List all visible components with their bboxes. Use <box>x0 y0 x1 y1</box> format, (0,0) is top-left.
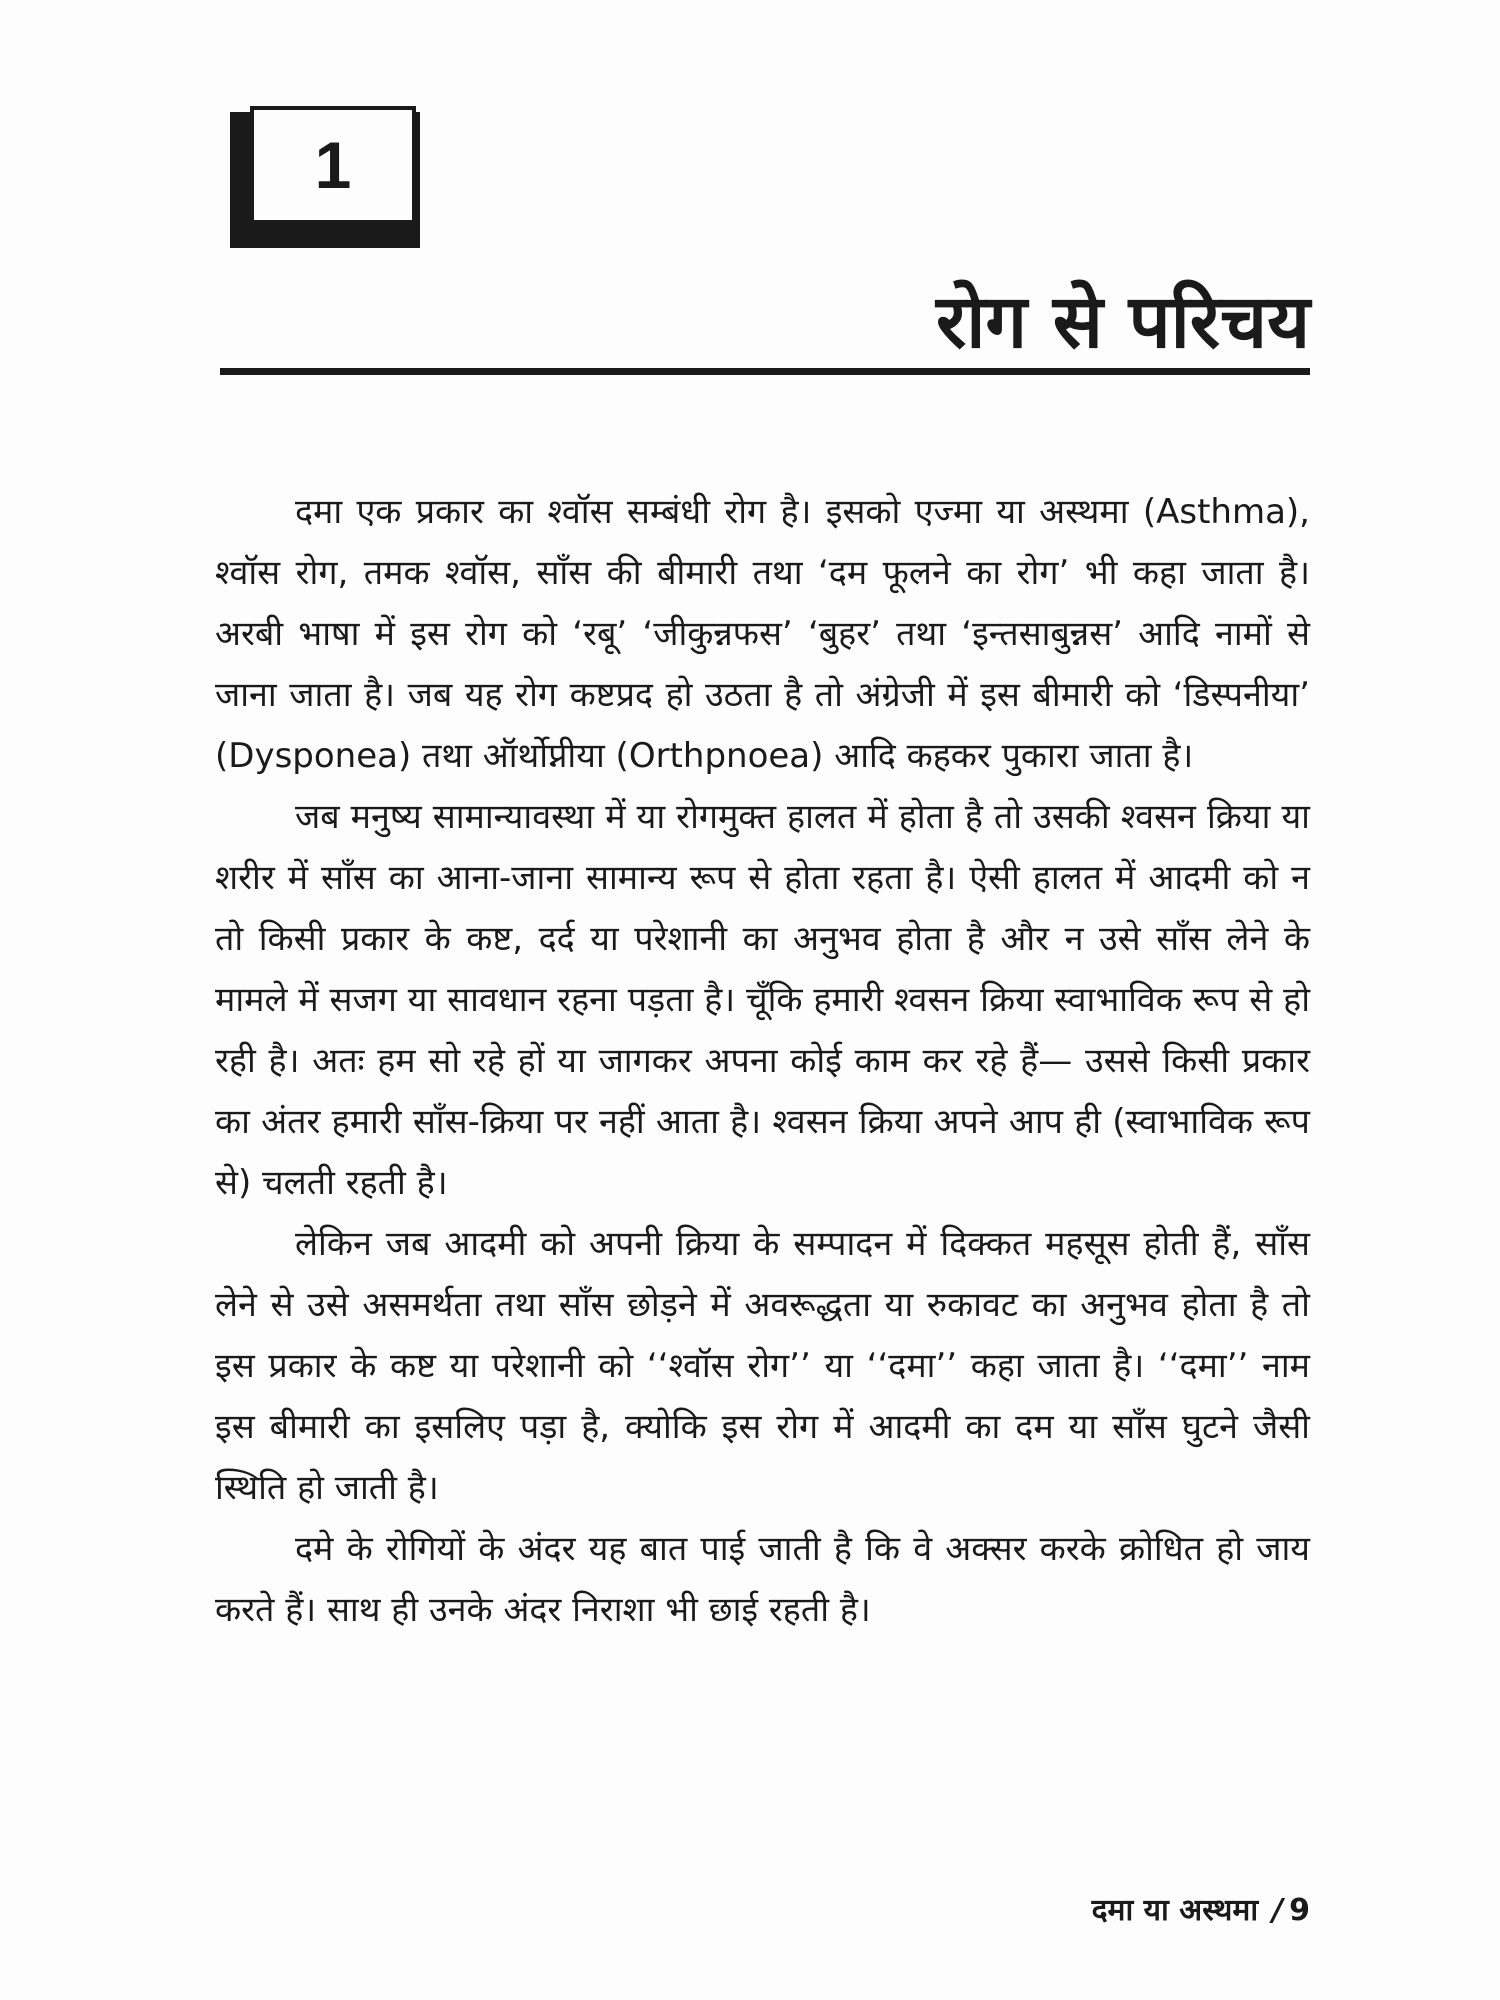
paragraph: दमे के रोगियों के अंदर यह बात पाई जाती है कि वे अक्सर करके क्रोधित हो जाय करते हैं। साथ ही उनके अंदर निराशा भी छाई रहती है। <box>215 1529 1310 1630</box>
body-text <box>215 482 1310 1641</box>
chapter-number-box <box>250 106 416 224</box>
paragraph: जब मनुष्य सामान्यावस्था में या रोगमुक्त हालत में होता है तो उसकी श्वसन क्रिया या शरीर में साँस का आना-जाना सामान्य रूप से होता रहता है। ऐसी हालत में आदमी को न तो किसी प्रकार के कष्ट, दर्द या परेशानी का अनुभव होता है और न उसे साँस लेने के मामले में सजग या सावधान रहना पड़ता है। चूँकि हमारी श्वसन क्रिया स्वाभाविक रूप से हो रही है। अतः हम सो रहे हों या जागकर अपना कोई काम कर रहे हैं— उससे किसी प्रकार का अंतर हमारी साँस-क्रिया पर नहीं आता है। श्वसन क्रिया अपने आप ही (स्वाभाविक रूप से) चलती रहती है। <box>215 797 1310 1203</box>
page-number: 9 <box>1289 1893 1310 1928</box>
paragraph: दमा एक प्रकार का श्वॉस सम्बंधी रोग है। इसको एज्मा या अस्थमा (Asthma), श्वॉस रोग, तमक श्वॉस, साँस की बीमारी तथा ‘दम फूलने का रोग’ भी कहा जाता है। अरबी भाषा में इस रोग को ‘रबू’ ‘जीकुन्नफस’ ‘बुहर’ तथा ‘इन्तसाबुन्नस’ आदि नामों से जाना जाता है। जब यह रोग कष्टप्रद हो उठता है तो अंग्रेजी में इस बीमारी को ‘डिस्पनीया’ (Dysponea) तथा ऑर्थोप्नीया (Orthpnoea) आदि कहकर पुकारा जाता है। <box>215 492 1310 776</box>
page-footer <box>1092 1888 1310 1929</box>
paragraph: लेकिन जब आदमी को अपनी क्रिया के सम्पादन में दिक्कत महसूस होती हैं, साँस लेने से उसे असमर्थता तथा साँस छोड़ने में अवरूद्धता या रुकावट का अनुभव होता है तो इस प्रकार के कष्ट या परेशानी को ‘‘श्वॉस रोग’’ या ‘‘दमा’’ कहा जाता है। ‘‘दमा’’ नाम इस बीमारी का इसलिए पड़ा है, क्योकि इस रोग में आदमी का दम या साँस घुटने जैसी स्थिति हो जाती है। <box>215 1224 1310 1508</box>
footer-book-title: दमा या अस्थमा <box>1091 1893 1259 1928</box>
chapter-title: रोग से परिचय <box>935 279 1310 365</box>
footer-separator: / <box>1272 1893 1284 1928</box>
chapter-number: 1 <box>314 128 352 202</box>
title-divider <box>220 368 1310 375</box>
